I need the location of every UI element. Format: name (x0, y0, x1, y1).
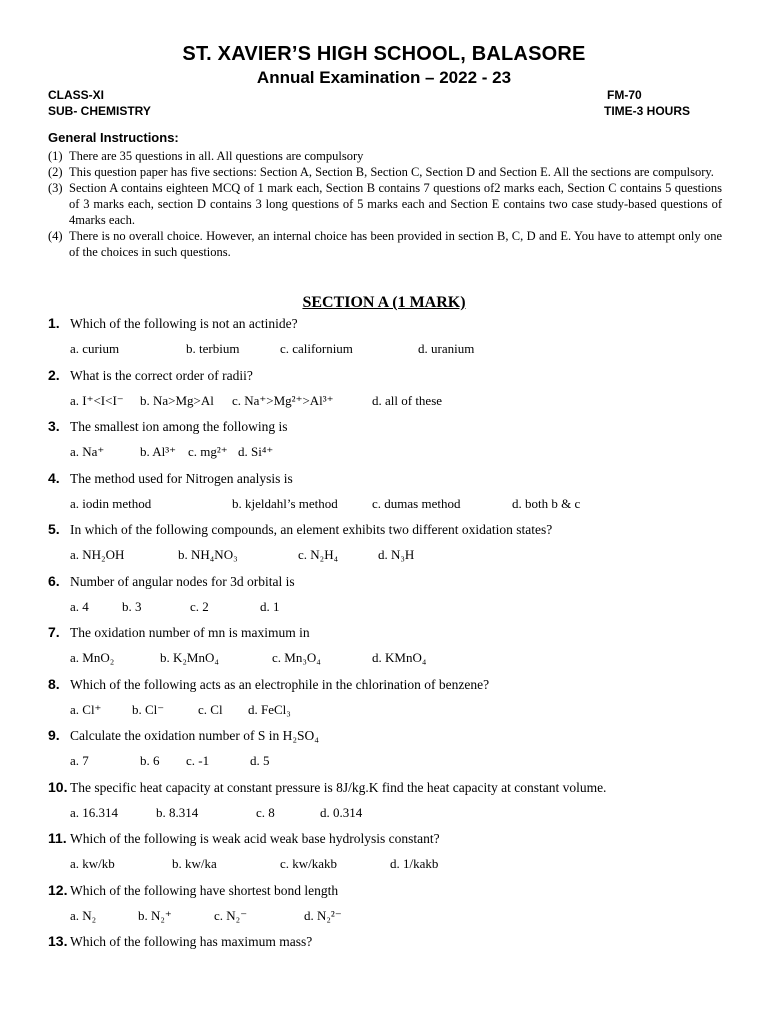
question-line (48, 624, 310, 641)
question-text: Which of the following is weak acid weak base hydrolysis constant? (70, 831, 440, 846)
answer-option: d. 1 (260, 598, 280, 614)
question-item (48, 725, 728, 777)
full-marks-label: FM-70 (607, 88, 642, 102)
question-item (48, 313, 728, 365)
answer-option: d. 5 (250, 753, 270, 768)
question-number: 11. (48, 830, 67, 846)
school-name: ST. XAVIER’S HIGH SCHOOL, BALASORE (182, 43, 586, 65)
answer-option: a. Na⁺ (70, 444, 105, 459)
question-item (48, 519, 728, 571)
answer-option: d. all of these (372, 392, 443, 408)
answer-option: c. mg²⁺ (188, 444, 228, 459)
answer-option: a. 7 (70, 753, 89, 768)
answer-option: d. both b & c (512, 495, 581, 511)
question-item (48, 468, 728, 520)
question-number: 9. (48, 727, 60, 743)
question-line (48, 521, 552, 538)
answer-option: a. 4 (70, 598, 89, 614)
question-number: 3. (48, 418, 60, 434)
instruction-text: There is no overall choice. However, an internal choice has been provided in section B, C, D and E. You have to attempt only one of the choices in such questions. (69, 229, 722, 259)
answer-option: c. 2 (190, 598, 209, 614)
answer-option: c. dumas method (372, 495, 461, 511)
answer-option: d. N₂²⁻ (304, 907, 342, 923)
question-number: 8. (48, 675, 60, 692)
answer-option: d. Si⁴⁺ (238, 444, 274, 459)
answer-option: b. N₂⁺ (138, 907, 172, 923)
question-text: Which of the following acts as an electrophile in the chlorination of benzene? (70, 676, 490, 692)
answer-option: a. 16.314 (70, 804, 119, 820)
answer-option: b. terbium (186, 341, 240, 356)
answer-option: b. kjeldahl’s method (232, 495, 338, 511)
question-item (48, 622, 728, 674)
answer-option: d. 0.314 (320, 804, 363, 820)
section-a-title: SECTION A (1 MARK) (302, 294, 466, 311)
question-line (48, 830, 440, 847)
instruction-item (48, 148, 722, 164)
exam-title: Annual Examination – 2022 - 23 (256, 68, 512, 87)
answer-option: d. uranium (418, 341, 475, 356)
answer-option: a. Cl⁺ (70, 701, 102, 717)
question-line (48, 315, 298, 332)
question-number: 2. (48, 366, 60, 383)
question-line (48, 676, 489, 693)
question-line (48, 573, 295, 590)
question-line (48, 727, 319, 744)
question-text: Which of the following is not an actinide? (70, 316, 298, 331)
answer-option: b. Na>Mg>Al (140, 392, 214, 408)
question-number: 7. (48, 624, 60, 640)
question-line (48, 418, 287, 435)
instruction-number: (2) (48, 165, 63, 179)
answer-option: c. Na⁺>Mg²⁺>Al³⁺ (232, 392, 334, 408)
question-line (48, 882, 338, 899)
question-text: In which of the following compounds, an element exhibits two different oxidation states? (70, 522, 553, 537)
question-item (48, 571, 728, 623)
question-number: 6. (48, 572, 60, 589)
instruction-item (48, 164, 722, 180)
answer-option: b. K₂MnO₄ (160, 650, 219, 665)
answer-option: b. Al³⁺ (140, 444, 177, 459)
instruction-text: This question paper has five sections: Section A, Section B, Section C, Section D and Section E. All the sections are compulsory. (69, 165, 714, 179)
answer-option: b. kw/ka (172, 856, 217, 871)
question-item (48, 880, 728, 932)
instruction-number: (1) (48, 149, 63, 163)
question-text: Which of the following has maximum mass? (70, 934, 313, 949)
question-item (48, 674, 728, 726)
instructions-list (48, 148, 722, 260)
answer-option: c. N₂⁻ (214, 907, 248, 923)
question-list (48, 313, 728, 983)
answer-option: b. 8.314 (156, 804, 199, 820)
answer-option: b. 6 (140, 753, 160, 768)
instructions-heading: General Instructions: (48, 130, 179, 145)
class-label: CLASS-XI (48, 88, 105, 102)
time-label: TIME-3 HOURS (604, 104, 691, 118)
answer-option: b. Cl⁻ (132, 701, 165, 717)
question-number: 5. (48, 521, 60, 537)
instruction-text: There are 35 questions in all. All questions are compulsory (69, 149, 364, 163)
question-text: Which of the following have shortest bond length (70, 882, 339, 898)
question-number: 13. (48, 933, 68, 949)
question-item (48, 828, 728, 880)
answer-option: c. N₂H₄ (298, 547, 339, 562)
answer-option: a. MnO₂ (70, 650, 115, 665)
answer-option: d. KMnO₄ (372, 650, 427, 665)
question-item (48, 365, 728, 417)
question-text: What is the correct order of radii? (70, 367, 253, 383)
answer-option: c. Cl (198, 701, 223, 717)
answer-option: d. FeCl₃ (248, 701, 291, 717)
question-line (48, 933, 312, 950)
question-text: The specific heat capacity at constant pressure is 8J/kg.K find the heat capacity at constant volume. (70, 779, 607, 795)
question-item (48, 931, 728, 983)
answer-option: a. iodin method (70, 495, 152, 511)
question-text: Number of angular nodes for 3d orbital is (70, 573, 295, 589)
instruction-number: (4) (48, 229, 63, 243)
question-text: The smallest ion among the following is (70, 419, 288, 434)
question-text: The method used for Nitrogen analysis is (70, 470, 293, 486)
question-text: Calculate the oxidation number of S in H₂SO₄ (70, 728, 319, 743)
answer-option: a. kw/kb (70, 856, 115, 871)
question-number: 4. (48, 469, 60, 486)
answer-option: a. NH₂OH (70, 547, 125, 562)
question-line (48, 470, 293, 487)
question-item (48, 777, 728, 829)
answer-option: d. 1/kakb (390, 856, 439, 871)
question-number: 1. (48, 315, 60, 331)
subject-label: SUB- CHEMISTRY (48, 104, 151, 118)
answer-option: c. -1 (186, 753, 210, 768)
instruction-item (48, 228, 722, 260)
question-item (48, 416, 728, 468)
question-number: 12. (48, 881, 68, 898)
instruction-number: (3) (48, 181, 63, 195)
instruction-item (48, 180, 722, 228)
answer-option: b. NH₄NO₃ (178, 547, 238, 562)
answer-option: c. californium (280, 341, 353, 356)
question-line (48, 367, 253, 384)
answer-option: c. Mn₃O₄ (272, 650, 321, 665)
answer-option: b. 3 (122, 598, 142, 614)
question-text: The oxidation number of mn is maximum in (70, 625, 310, 640)
answer-option: a. curium (70, 341, 120, 356)
question-number: 10. (48, 778, 68, 795)
answer-option: c. kw/kakb (280, 856, 338, 871)
instruction-text: Section A contains eighteen MCQ of 1 mark each, Section B contains 7 questions of2 marks each, Section C contains 5 questions of 3 marks each, section D contains 3 long questions of 5 marks each and Section E contains two case study-based questions of 4marks each. (69, 181, 722, 227)
answer-option: a. I⁺<I<I⁻ (70, 392, 124, 408)
answer-option: c. 8 (256, 804, 275, 820)
answer-option: d. N₃H (378, 547, 415, 562)
question-line (48, 779, 606, 796)
answer-option: a. N₂ (70, 907, 97, 923)
